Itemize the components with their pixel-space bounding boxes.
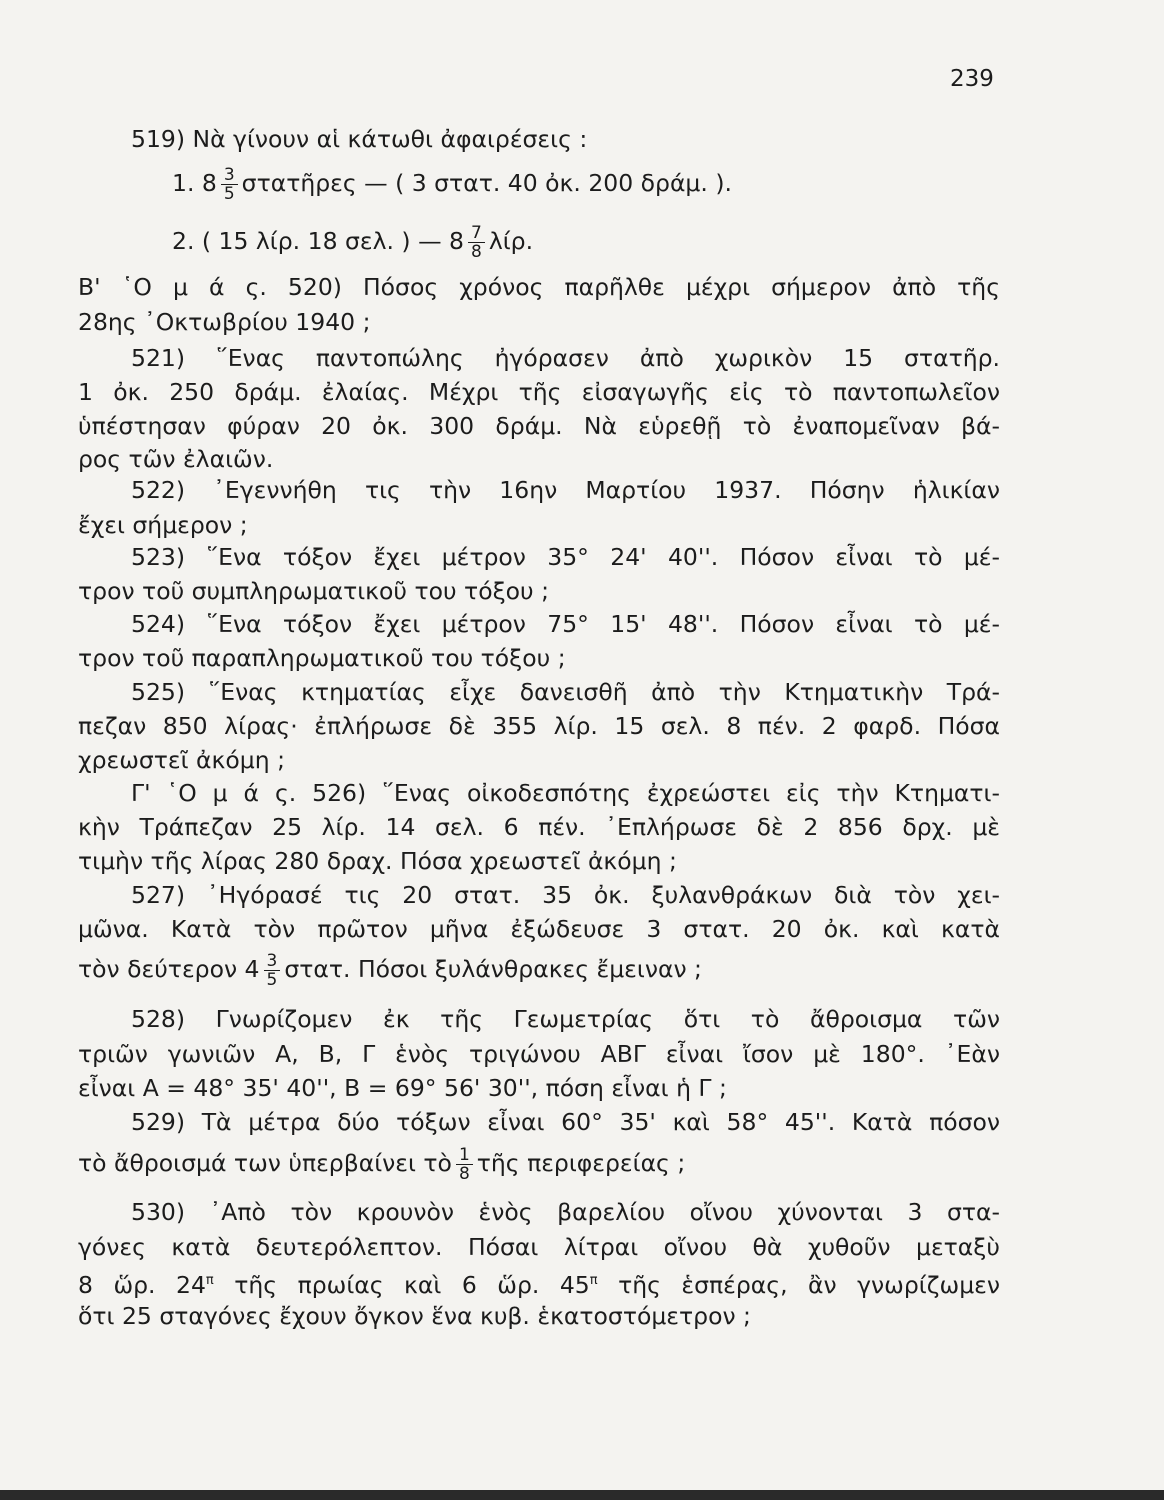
- exercise-520-line-1: Β' ῾Ο μ ά ς. 520) Πόσος χρόνος παρῆλθε μέχρι σήμερον ἀπὸ τῆς: [78, 273, 1000, 301]
- exercise-527-line-2: μῶνα. Κατὰ τὸν πρῶτον μῆνα ἐξώδευσε 3 στατ. 20 ὀκ. καὶ κατὰ: [78, 915, 1000, 943]
- exercise-526-line-3: τιμὴν τῆς λίρας 280 δραχ. Πόσα χρεωστεῖ ἀκόμη ;: [78, 847, 677, 875]
- exercise-521-line-2: 1 ὀκ. 250 δράμ. ἐλαίας. Μέχρι τῆς εἰσαγωγῆς εἰς τὸ παντοπωλεῖον: [78, 378, 1000, 406]
- fraction-1-8: $\frac{1}{8}$: [456, 1146, 473, 1183]
- exercise-520-line-2: 28ης ᾿Οκτωβρίου 1940 ;: [78, 308, 371, 336]
- exercise-524-line-1: 524) ῞Ενα τόξον ἔχει μέτρον 75° 15' 48''. Πόσον εἶναι τὸ μέ-: [131, 610, 1000, 638]
- fraction-3-5: $\frac{3}{5}$: [264, 952, 281, 989]
- scan-bottom-edge: [0, 1490, 1164, 1500]
- exercise-521-line-4: ρος τῶν ἐλαιῶν.: [78, 445, 274, 473]
- exercise-523-line-2: τρον τοῦ συμπληρωματικοῦ του τόξου ;: [78, 577, 550, 605]
- fraction-3-5: $\frac{3}{5}$: [221, 166, 238, 203]
- exercise-519-title: 519) Νὰ γίνουν αἱ κάτωθι ἀφαιρέσεις :: [131, 125, 588, 153]
- exercise-526-line-2: κὴν Τράπεζαν 25 λίρ. 14 σελ. 6 πέν. ᾿Επλήρωσε δὲ 2 856 δρχ. μὲ: [78, 813, 1000, 841]
- exercise-525-line-1: 525) ῞Ενας κτηματίας εἶχε δανεισθῆ ἀπὸ τὴν Κτηματικὴν Τρά-: [131, 678, 1000, 706]
- exercise-528-line-2: τριῶν γωνιῶν Α, Β, Γ ἑνὸς τριγώνου ΑΒΓ εἶναι ἴσον μὲ 180°. ᾿Εὰν: [78, 1040, 1000, 1068]
- exercise-519-item-2: 2. ( 15 λίρ. 18 σελ. ) — 8 $\frac{7}{8}$ λίρ.: [172, 223, 534, 262]
- exercise-527-line-3: τὸν δεύτερον 4 $\frac{3}{5}$ στατ. Πόσοι ξυλάνθρακες ἔμειναν ;: [78, 951, 702, 990]
- exercise-523-line-1: 523) ῞Ενα τόξον ἔχει μέτρον 35° 24' 40''. Πόσον εἶναι τὸ μέ-: [131, 543, 1000, 571]
- exercise-521-line-3: ὑπέστησαν φύραν 20 ὀκ. 300 δράμ. Νὰ εὑρεθῇ τὸ ἐναπομεῖναν βά-: [78, 412, 1000, 440]
- exercise-525-line-3: χρεωστεῖ ἀκόμη ;: [78, 746, 285, 774]
- exercise-527-line-1: 527) ᾿Ηγόρασέ τις 20 στατ. 35 ὀκ. ξυλανθράκων διὰ τὸν χει-: [131, 881, 1000, 909]
- exercise-526-line-1: Γ' ῾Ο μ ά ς. 526) ῞Ενας οἰκοδεσπότης ἐχρεώστει εἰς τὴν Κτηματι-: [131, 779, 1000, 807]
- exercise-528-line-1: 528) Γνωρίζομεν ἐκ τῆς Γεωμετρίας ὅτι τὸ ἄθροισμα τῶν: [131, 1005, 1000, 1033]
- exercise-530-line-1: 530) ᾿Απὸ τὸν κρουνὸν ἑνὸς βαρελίου οἴνου χύνονται 3 στα-: [131, 1198, 1000, 1226]
- exercise-530-line-4: ὅτι 25 σταγόνες ἔχουν ὄγκον ἕνα κυβ. ἑκατοστόμετρον ;: [78, 1302, 751, 1330]
- exercise-530-line-3: 8 ὥρ. $24^\pi$ τῆς πρωίας καὶ 6 ὥρ. $45^\pi$ τῆς ἑσπέρας, ἂν γνωρίζωμεν: [78, 1270, 1000, 1299]
- exercise-524-line-2: τρον τοῦ παραπληρωματικοῦ του τόξου ;: [78, 644, 566, 672]
- exercise-519-item-1: 1. 8 $\frac{3}{5}$ στατῆρες — ( 3 στατ. 40 ὀκ. 200 δράμ. ).: [172, 165, 732, 204]
- exercise-529-line-2: τὸ ἄθροισμά των ὑπερβαίνει τὸ $\frac{1}{8}$ τῆς περιφερείας ;: [78, 1145, 686, 1184]
- page-number: 239: [950, 66, 994, 92]
- fraction-7-8: $\frac{7}{8}$: [468, 224, 485, 261]
- exercise-522-line-1: 522) ᾿Εγεννήθη τις τὴν 16ην Μαρτίου 1937. Πόσην ἡλικίαν: [131, 476, 1000, 504]
- exercise-530-line-2: γόνες κατὰ δευτερόλεπτον. Πόσαι λίτραι οἴνου θὰ χυθοῦν μεταξὺ: [78, 1233, 1000, 1261]
- exercise-521-line-1: 521) ῞Ενας παντοπώλης ἠγόρασεν ἀπὸ χωρικὸν 15 στατῆρ.: [131, 344, 1000, 372]
- exercise-522-line-2: ἔχει σήμερον ;: [78, 511, 248, 539]
- exercise-528-line-3: εἶναι Α = 48° 35' 40'', Β = 69° 56' 30'', πόση εἶναι ἡ Γ ;: [78, 1074, 727, 1102]
- exercise-525-line-2: πεζαν 850 λίρας· ἐπλήρωσε δὲ 355 λίρ. 15 σελ. 8 πέν. 2 φαρδ. Πόσα: [78, 712, 1000, 740]
- exercise-529-line-1: 529) Τὰ μέτρα δύο τόξων εἶναι 60° 35' καὶ 58° 45''. Κατὰ πόσον: [131, 1108, 1000, 1136]
